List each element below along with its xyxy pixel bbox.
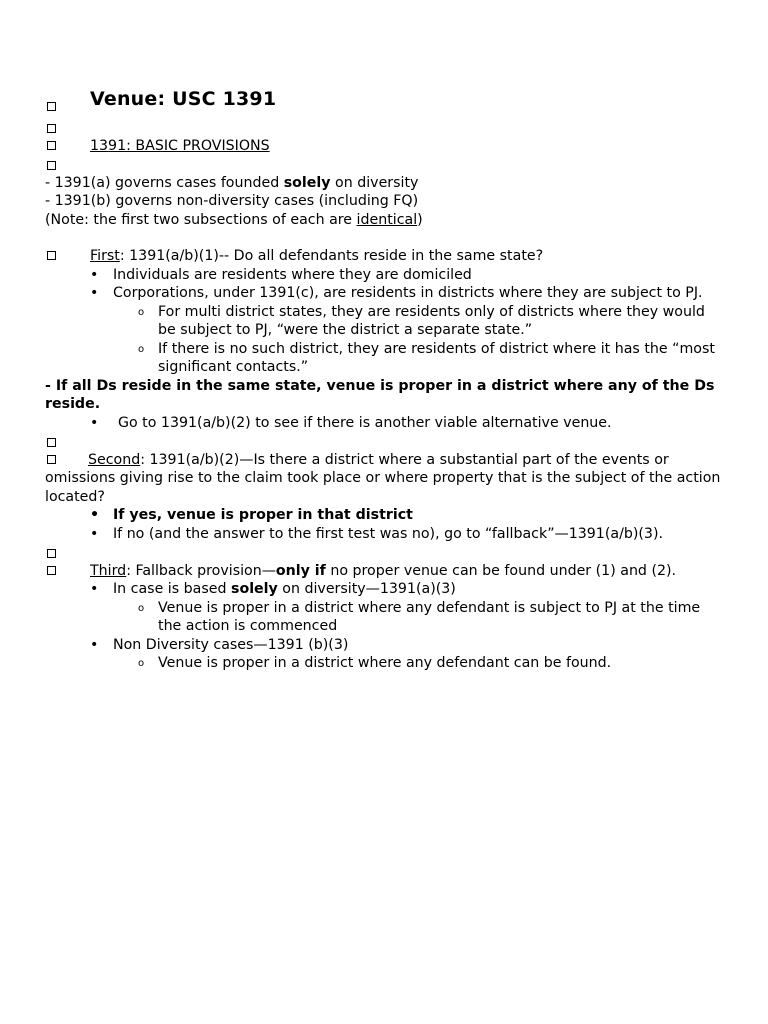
intro-text: (Note: the first two subsections of each are [45,211,357,228]
checkbox-icon [47,141,56,150]
page-title: Venue: USC 1391 [90,88,277,110]
intro-text: ) [417,211,423,228]
empty-checkbox-row [45,543,725,562]
sub-bullet-text: Venue is proper in a district where any defendant is subject to PJ at the time the action is commenced [158,599,701,634]
intro-text: - 1391(b) governs non-diversity cases (including FQ) [45,193,419,209]
bullet-icon: • [90,285,99,301]
intro-text: on diversity [330,174,419,191]
first-label: First [90,248,120,264]
list-item [45,506,725,525]
first-text: : 1391(a/b)(1)-- Do all defendants reside in the same state? [119,248,544,264]
checkbox-icon [47,124,56,133]
list-item [45,636,725,655]
list-item [45,266,725,285]
second-text: : 1391(a/b)(2)—Is there a district where a substantial part of the events or omissions giving rise to the claim took place or where property that is the subject of the action located? [45,451,721,505]
sub-bullet-icon: o [138,658,145,669]
first-test-heading [90,247,543,266]
third-text: : Fallback provision— [126,562,276,579]
bullet-text: on diversity—1391(a)(3) [277,581,456,597]
list-item [45,284,725,303]
bullet-emphasis: solely [231,581,278,597]
third-label: Third [90,562,127,579]
bullet-text: Corporations, under 1391(c), are residents in districts where they are subject to PJ. [113,285,703,301]
sub-list-item [45,303,725,340]
intro-text: - 1391(a) governs cases founded [45,174,284,191]
bullet-text: Non Diversity cases—1391 (b)(3) [113,636,349,653]
list-item [45,414,725,433]
sub-list-item [45,654,725,673]
third-text: no proper venue can be found under (1) and (2). [325,562,677,579]
bullet-text: If yes, venue is proper in that district [113,507,413,523]
intro-line-3 [45,211,725,230]
bullet-icon: • [90,525,99,542]
checkbox-icon [47,566,56,575]
bullet-icon: • [90,266,99,283]
intro-line-2 [45,192,725,211]
checkbox-icon [47,455,56,464]
intro-emphasis: solely [283,174,331,191]
third-test-row [45,562,725,581]
intro-underlined: identical [356,211,418,228]
checkbox-icon [47,102,56,111]
list-item [45,525,725,544]
sub-bullet-icon: o [138,602,145,614]
sub-bullet-text: For multi district states, they are residents only of districts where they would be subject to PJ, “were the district a separate state.” [158,303,705,338]
bullet-icon: • [90,507,100,523]
checkbox-icon [47,438,56,447]
sub-bullet-text: Venue is proper in a district where any defendant can be found. [158,655,612,671]
sub-bullet-icon: o [138,343,145,355]
sub-bullet-text: If there is no such district, they are residents of district where it has the “most significant contacts.” [158,340,715,375]
bullet-icon: • [90,414,99,431]
sub-list-item [45,340,725,377]
first-test-row [45,247,725,266]
bullet-icon: • [90,636,99,653]
bullet-text: If no (and the answer to the first test was no), go to “fallback”—1391(a/b)(3). [113,525,663,542]
title-row [45,88,725,118]
empty-checkbox-row [45,118,725,137]
bullet-text: Individuals are residents where they are domiciled [113,266,472,283]
bullet-icon: • [90,581,99,597]
basic-provisions-row [45,137,725,156]
section-heading: 1391: BASIC PROVISIONS [90,137,270,154]
third-emphasis: only if [275,562,326,579]
sub-list-item [45,599,725,636]
third-test-heading [90,562,676,581]
first-conclusion: - If all Ds reside in the same state, venue is proper in a district where any of the Ds reside. [45,377,715,412]
checkbox-icon [47,549,56,558]
second-label: Second [88,451,141,468]
sub-bullet-icon: o [138,306,145,318]
empty-checkbox-row [45,155,725,174]
bullet-text: Go to 1391(a/b)(2) to see if there is another viable alternative venue. [118,414,612,431]
intro-line-1 [45,174,725,193]
document-page [45,88,725,673]
empty-checkbox-row [45,432,725,451]
checkbox-icon [47,251,56,260]
bullet-text: In case is based [113,581,231,597]
checkbox-icon [47,161,56,170]
second-test-row [45,451,725,507]
list-item [45,580,725,599]
